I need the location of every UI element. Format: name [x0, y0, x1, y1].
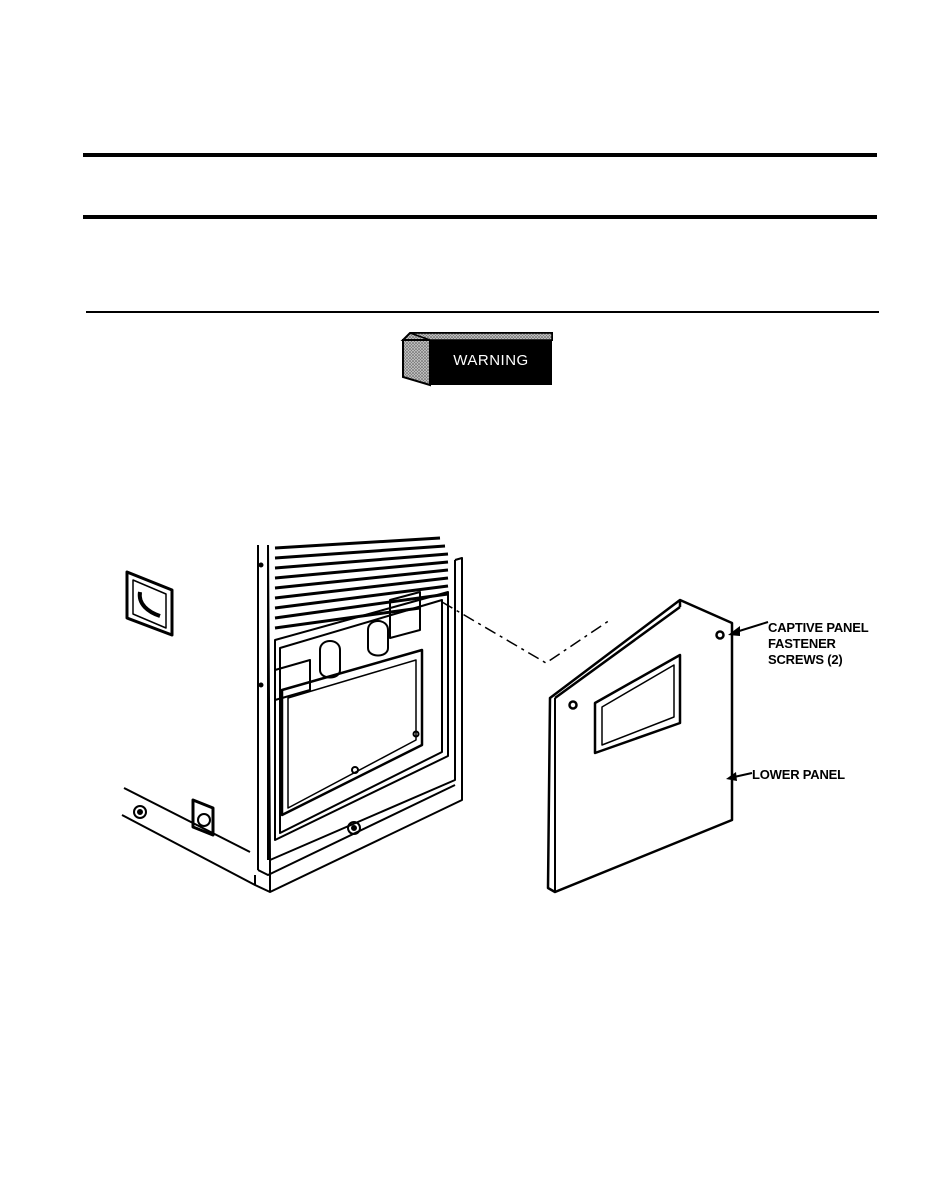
warning-box: [400, 330, 556, 388]
captive-screws-line-1: CAPTIVE PANEL: [768, 620, 869, 635]
section-rule: [86, 311, 879, 313]
captive-screws-arrow-icon: [726, 618, 770, 638]
warning-label: WARNING: [453, 352, 529, 369]
captive-screws-line-3: SCREWS (2): [768, 652, 843, 667]
top-rule: [83, 153, 877, 157]
lower-panel-callout: LOWER PANEL: [752, 767, 845, 782]
lower-panel-arrow-icon: [724, 768, 754, 784]
captive-screws-callout: [768, 620, 908, 668]
second-rule: [83, 215, 877, 219]
lower-panel-illustration: [540, 595, 740, 895]
captive-screws-line-2: FASTENER: [768, 636, 836, 651]
